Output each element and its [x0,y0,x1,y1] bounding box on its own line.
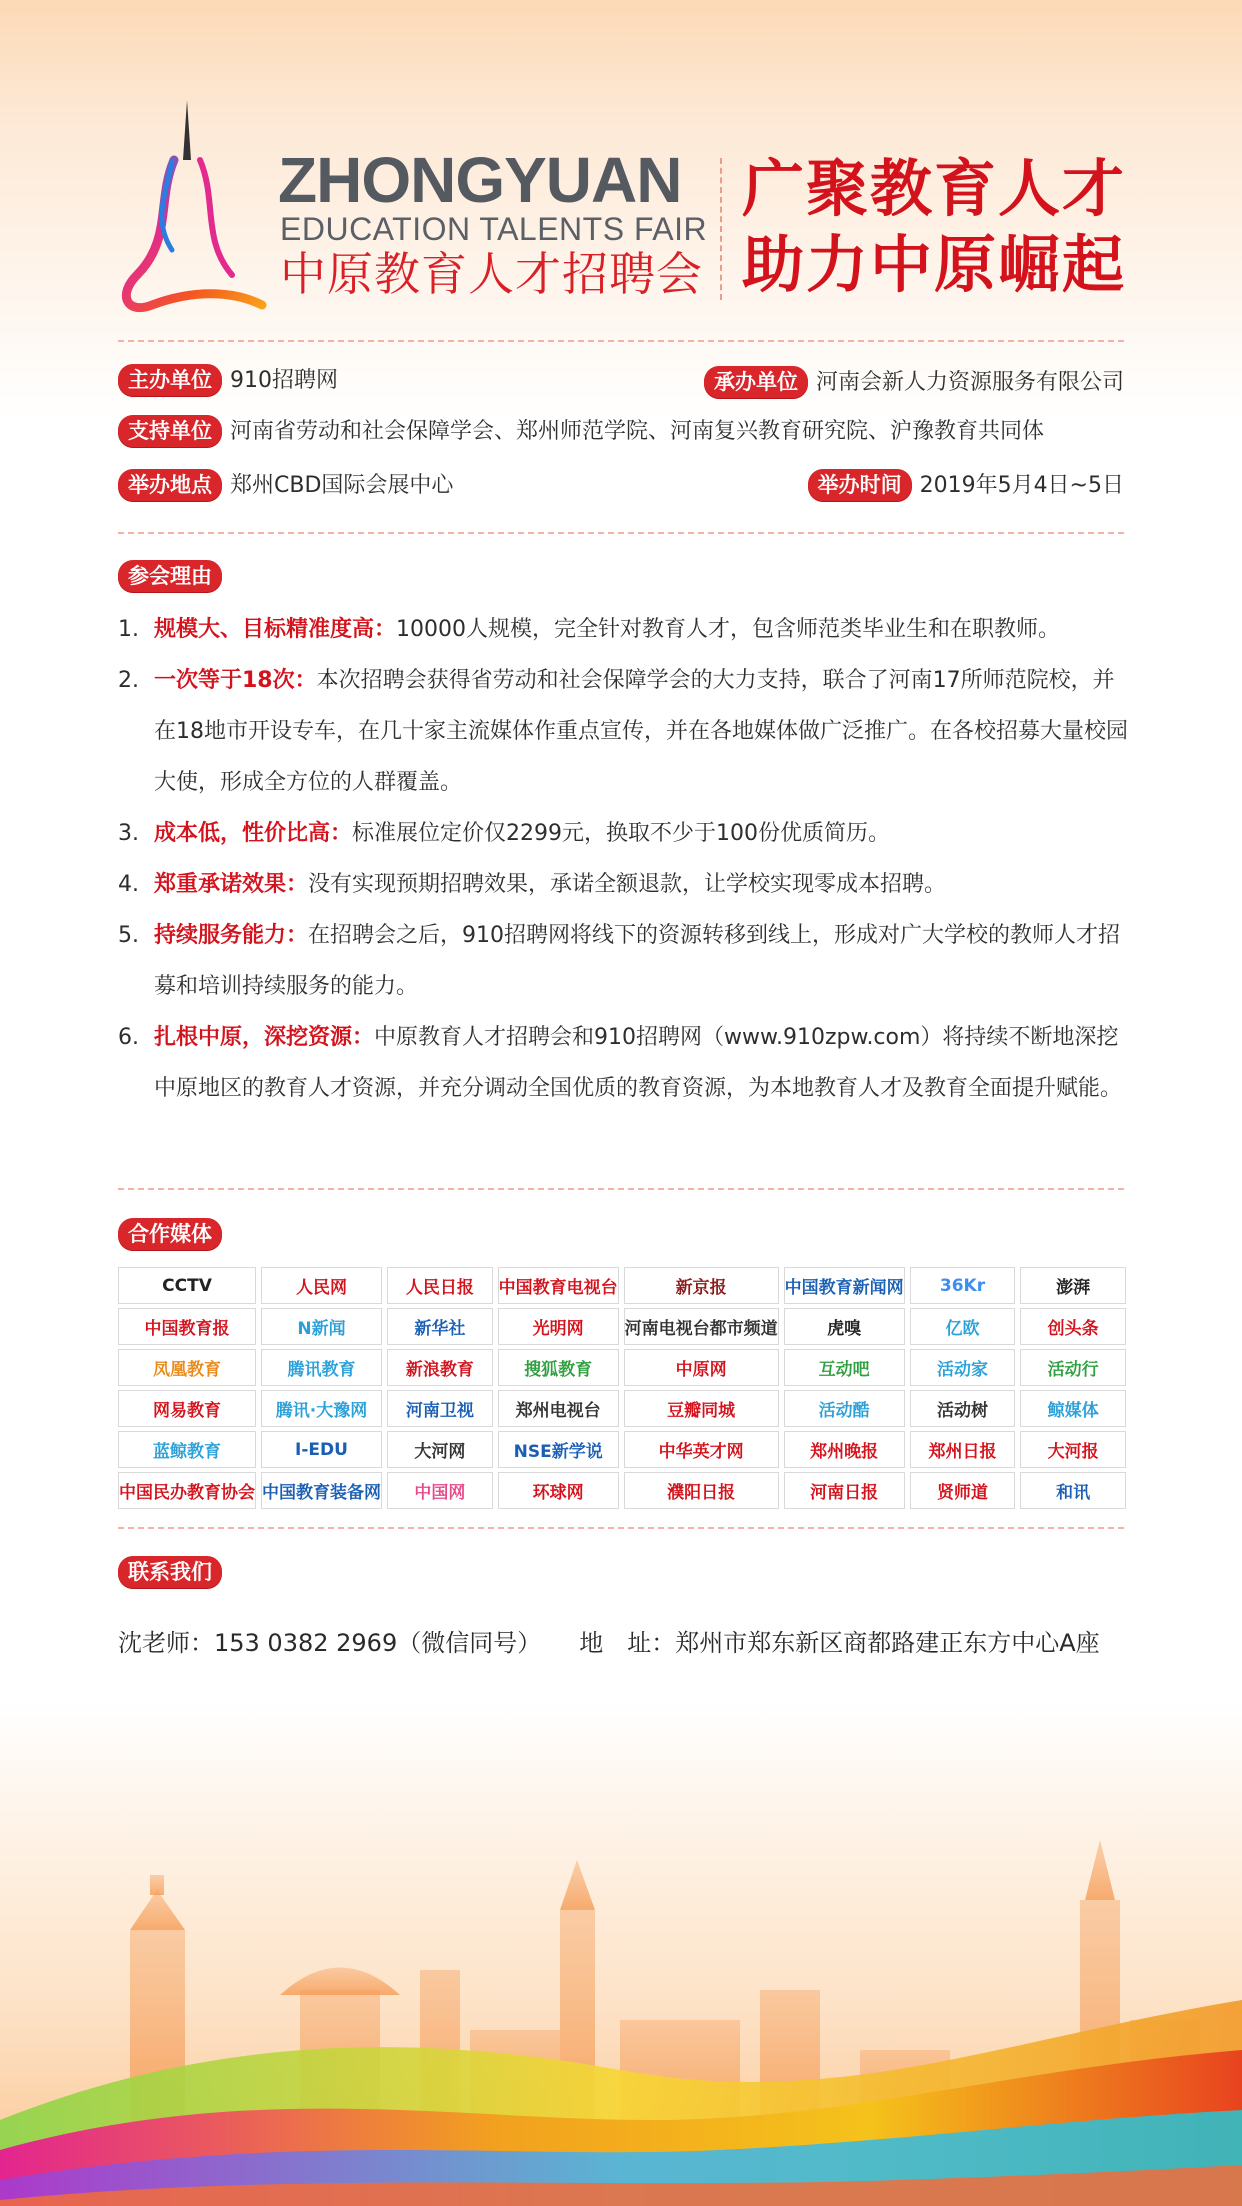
media-logo: 新京报 [624,1267,779,1304]
support-info [118,415,1044,448]
media-logo: CCTV [118,1267,256,1304]
item-highlight: 成本低，性价比高： [154,821,353,846]
contact-person: 沈老师：153 0382 2969（微信同号） [118,1629,542,1657]
media-logo: 中国民办教育协会 [118,1472,256,1509]
media-logo: 豆瓣同城 [624,1390,779,1427]
list-item [118,1012,1128,1114]
item-text: 本次招聘会获得省劳动和社会保障学会的大力支持，联合了河南17所师范院校，并在18地市开设专车，在几十家主流媒体作重点宣传，并在各地媒体做广泛推广。在各校招募大量校园大使，形成全方位的人群覆盖。 [154,668,1128,795]
media-logo: 人民日报 [387,1267,493,1304]
divider [118,1527,1124,1529]
item-number: 3. [118,821,139,846]
fair-subtitle-en: EDUCATION TALENTS FAIR [280,211,708,247]
media-logo: 河南日报 [784,1472,905,1509]
media-logo: N新闻 [261,1308,382,1345]
media-logo: 中华英才网 [624,1431,779,1468]
media-logo: 河南卫视 [387,1390,493,1427]
media-logo: 36Kr [910,1267,1016,1304]
media-logo: 中国教育报 [118,1308,256,1345]
contact-address: 地 址：郑州市郑东新区商都路建正东方中心A座 [579,1629,1100,1657]
slogan-line-1: 广聚教育人才 [742,152,1127,225]
media-logo: 鲸媒体 [1020,1390,1126,1427]
media-logo: 郑州日报 [910,1431,1016,1468]
item-number: 5. [118,923,139,948]
media-logo: 中国教育电视台 [498,1267,619,1304]
support-label: 支持单位 [118,415,222,447]
support-value: 河南省劳动和社会保障学会、郑州师范学院、河南复兴教育研究院、沪豫教育共同体 [230,419,1045,444]
media-logo-grid [118,1267,1126,1509]
media-logo: 中原网 [624,1349,779,1386]
item-number: 1. [118,617,139,642]
media-title-label: 合作媒体 [118,1218,222,1250]
time-label: 举办时间 [808,469,912,501]
list-item [118,604,1128,655]
media-logo: 和讯 [1020,1472,1126,1509]
media-logo: 网易教育 [118,1390,256,1427]
media-section-title [118,1218,222,1250]
reasons-title-label: 参会理由 [118,560,222,592]
media-logo: 腾讯教育 [261,1349,382,1386]
list-item [118,910,1128,1012]
contact-line [118,1625,1100,1661]
fair-title-cn: 中原教育人才招聘会 [280,247,703,301]
media-logo: 郑州电视台 [498,1390,619,1427]
media-logo: 腾讯·大豫网 [261,1390,382,1427]
media-logo: 活动酷 [784,1390,905,1427]
reasons-section-title [118,560,222,592]
item-text: 没有实现预期招聘效果，承诺全额退款，让学校实现零成本招聘。 [308,872,947,897]
venue-value: 郑州CBD国际会展中心 [230,473,454,498]
media-logo: 亿欧 [910,1308,1016,1345]
media-logo: 新华社 [387,1308,493,1345]
contact-section-title [118,1556,222,1588]
city-skyline-illustration [0,1820,1242,2206]
media-logo: 虎嗅 [784,1308,905,1345]
divider [118,340,1124,342]
media-logo: 人民网 [261,1267,382,1304]
media-logo: 濮阳日报 [624,1472,779,1509]
media-logo: 互动吧 [784,1349,905,1386]
media-logo: 郑州晚报 [784,1431,905,1468]
divider [118,532,1124,534]
media-logo: 贤师道 [910,1472,1016,1509]
media-logo: 活动行 [1020,1349,1126,1386]
media-logo: 中国教育新闻网 [784,1267,905,1304]
organizer-value: 河南会新人力资源服务有限公司 [815,370,1124,395]
media-logo: 新浪教育 [387,1349,493,1386]
list-item [118,808,1128,859]
media-logo: 中国网 [387,1472,493,1509]
media-logo: 光明网 [498,1308,619,1345]
media-logo: 澎湃 [1020,1267,1126,1304]
organizer-info [704,366,1124,399]
host-label: 主办单位 [118,364,222,396]
contact-title-label: 联系我们 [118,1556,222,1588]
item-text: 中原教育人才招聘会和910招聘网（www.910zpw.com）将持续不断地深挖中原地区的教育人才资源，并充分调动全国优质的教育资源，为本地教育人才及教育全面提升赋能。 [154,1025,1123,1101]
host-info [118,364,338,397]
venue-label: 举办地点 [118,469,222,501]
media-logo: 大河网 [387,1431,493,1468]
reasons-list [118,604,1128,1114]
time-value: 2019年5月4日~5日 [919,473,1124,498]
divider [118,1188,1124,1190]
venue-info [118,469,453,502]
item-number: 2. [118,668,139,693]
organizer-label: 承办单位 [704,366,808,398]
item-text: 在招聘会之后，910招聘网将线下的资源转移到线上，形成对广大学校的教师人才招募和培训持续服务的能力。 [154,923,1121,999]
media-logo: 河南电视台都市频道 [624,1308,779,1345]
media-logo: 蓝鲸教育 [118,1431,256,1468]
fair-title-en: ZHONGYUAN [278,144,682,216]
media-logo: 活动家 [910,1349,1016,1386]
media-logo: NSE新学说 [498,1431,619,1468]
header-divider [720,158,722,300]
media-logo: 创头条 [1020,1308,1126,1345]
host-value: 910招聘网 [230,368,338,393]
list-item [118,859,1128,910]
item-number: 4. [118,872,139,897]
media-logo: 搜狐教育 [498,1349,619,1386]
media-logo: 活动树 [910,1390,1016,1427]
media-logo: 大河报 [1020,1431,1126,1468]
fair-logo-icon [112,100,272,315]
item-text: 标准展位定价仅2299元，换取不少于100份优质简历。 [352,821,890,846]
item-number: 6. [118,1025,139,1050]
item-highlight: 规模大、目标精准度高： [154,617,397,642]
item-highlight: 持续服务能力： [154,923,309,948]
item-highlight: 郑重承诺效果： [154,872,309,897]
media-logo: 中国教育装备网 [261,1472,382,1509]
slogan-line-2: 助力中原崛起 [742,228,1127,301]
media-logo: 环球网 [498,1472,619,1509]
list-item [118,655,1128,808]
media-logo: I-EDU [261,1431,382,1468]
item-highlight: 一次等于18次： [154,668,317,693]
item-text: 10000人规模，完全针对教育人才，包含师范类毕业生和在职教师。 [396,617,1061,642]
media-logo: 凤凰教育 [118,1349,256,1386]
time-info [808,469,1124,502]
item-highlight: 扎根中原，深挖资源： [154,1025,375,1050]
